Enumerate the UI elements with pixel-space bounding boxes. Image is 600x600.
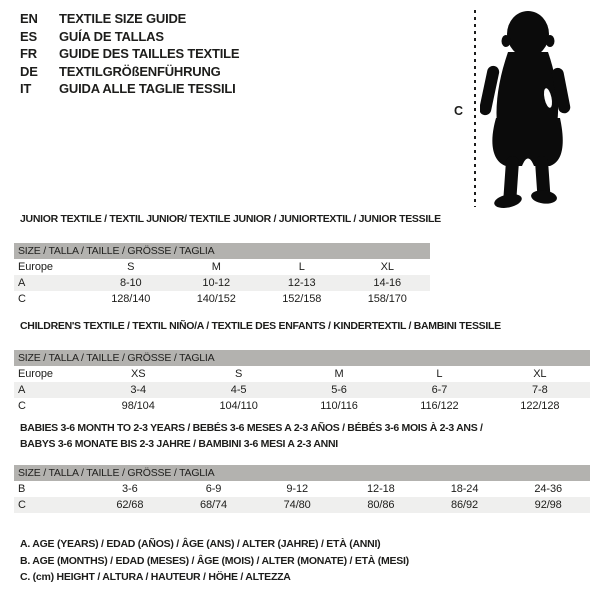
table-row-a (14, 382, 590, 398)
cell-value: 6-9 (205, 483, 222, 495)
table-row-b (14, 481, 590, 497)
cell-value: 8-10 (119, 277, 142, 289)
baby-figure (450, 0, 595, 215)
cell-value: 152/158 (282, 293, 322, 305)
language-title: GUÍA DE TALLAS (59, 28, 164, 44)
language-code: FR (20, 46, 37, 61)
size-table-junior (14, 213, 441, 307)
table-title-block (14, 213, 441, 225)
cell-value: 10-12 (202, 277, 231, 289)
language-title: GUIDE DES TAILLES TEXTILE (59, 46, 240, 61)
cell-value: L (298, 261, 305, 273)
table-title-block (14, 320, 590, 332)
cell-value: 140/152 (196, 293, 236, 305)
cell-value: 4-5 (230, 384, 247, 396)
cell-value: 122/128 (520, 400, 560, 412)
row-label: C (18, 293, 26, 305)
table-title-line: CHILDREN'S TEXTILE / TEXTIL NIÑO/A / TEXTILE DES ENFANTS / KINDERTEXTIL / BAMBINI TESSILE (20, 320, 501, 332)
cell-value: 12-18 (367, 483, 395, 495)
cell-value: 7-8 (532, 384, 548, 396)
table-row-europe (14, 259, 430, 275)
cell-value: XS (130, 368, 146, 380)
language-code: ES (20, 28, 37, 44)
cell-value: 12-13 (287, 277, 316, 289)
table-row-c (14, 398, 590, 414)
legend-row-de (20, 63, 239, 81)
cell-value: 6-7 (431, 384, 448, 396)
cell-value: XL (380, 261, 394, 273)
row-label: A (18, 384, 26, 396)
cell-value: 80/86 (367, 499, 395, 511)
language-title: GUIDA ALLE TAGLIE TESSILI (59, 81, 236, 96)
size-table-babies (14, 420, 590, 513)
language-title: TEXTILGRÖßENFÜHRUNG (59, 63, 221, 79)
cell-value: 14-16 (373, 277, 402, 289)
table-header-bar: SIZE / TALLA / TAILLE / GRÖSSE / TAGLIA (14, 350, 590, 366)
language-code: EN (20, 11, 38, 26)
table-header-bar: SIZE / TALLA / TAILLE / GRÖSSE / TAGLIA (14, 465, 590, 481)
language-code: DE (20, 63, 38, 79)
cell-value: M (211, 261, 221, 273)
cell-value: L (436, 368, 443, 380)
table-title-line: BABYS 3-6 MONATE BIS 2-3 JAHRE / BAMBINI 3-6 MESI A 2-3 ANNI (20, 438, 338, 450)
cell-value: 92/98 (534, 499, 562, 511)
cell-value: 9-12 (286, 483, 308, 495)
table-title-line: JUNIOR TEXTILE / TEXTIL JUNIOR/ TEXTILE JUNIOR / JUNIORTEXTIL / JUNIOR TESSILE (20, 213, 441, 225)
cell-value: 24-36 (534, 483, 563, 495)
legend-row-es (20, 28, 239, 46)
baby-silhouette-icon (480, 8, 572, 208)
cell-value: XL (533, 368, 547, 380)
cell-value: 158/170 (367, 293, 407, 305)
cell-value: 86/92 (451, 499, 479, 511)
cell-value: 128/140 (111, 293, 151, 305)
table-title-line: BABIES 3-6 MONTH TO 2-3 YEARS / BEBÉS 3-6 MESES A 2-3 AÑOS / BÉBÉS 3-6 MOIS À 2-3 ANS / (20, 422, 483, 434)
language-code: IT (20, 81, 32, 96)
row-label: B (18, 483, 26, 495)
cell-value: 110/116 (320, 400, 358, 412)
cell-value: 5-6 (331, 384, 347, 396)
footnote-line: C. (cm) HEIGHT / ALTURA / HAUTEUR / HÖHE / ALTEZZA (20, 571, 291, 583)
cell-value: M (334, 368, 344, 380)
cell-value: 3-4 (130, 384, 146, 396)
cell-value: 62/68 (116, 499, 144, 511)
table-row-c (14, 291, 430, 307)
cell-value: 68/74 (199, 499, 228, 511)
table-row-a (14, 275, 430, 291)
legend-row-fr (20, 45, 239, 63)
cell-value: S (127, 261, 135, 273)
row-label: Europe (18, 261, 53, 273)
cell-value: 18-24 (450, 483, 479, 495)
language-legend (20, 10, 239, 98)
cell-value: 74/80 (283, 499, 311, 511)
cell-value: 3-6 (122, 483, 138, 495)
cell-value: 116/122 (420, 400, 459, 412)
row-label: Europe (18, 368, 53, 380)
footnotes (20, 536, 409, 586)
table-row-europe (14, 366, 590, 382)
size-table-children (14, 320, 590, 414)
height-measure-label: C (454, 104, 464, 118)
footnote-line: A. AGE (YEARS) / EDAD (AÑOS) / ÂGE (ANS) / ALTER (JAHRE) / ETÀ (ANNI) (20, 538, 381, 550)
height-dashed-line (474, 10, 476, 207)
legend-row-it (20, 80, 239, 98)
row-label: A (18, 277, 26, 289)
cell-value: S (234, 368, 243, 380)
row-label: C (18, 400, 26, 412)
table-header-bar: SIZE / TALLA / TAILLE / GRÖSSE / TAGLIA (14, 243, 430, 259)
footnote-line: B. AGE (MONTHS) / EDAD (MESES) / ÂGE (MOIS) / ALTER (MONATE) / ETÀ (MESI) (20, 554, 409, 567)
legend-row-en (20, 10, 239, 28)
cell-value: 104/110 (219, 400, 258, 412)
cell-value: 98/104 (121, 400, 155, 412)
table-row-c (14, 497, 590, 513)
table-title-block (14, 420, 590, 452)
row-label: C (18, 499, 26, 511)
language-title: TEXTILE SIZE GUIDE (59, 11, 187, 26)
